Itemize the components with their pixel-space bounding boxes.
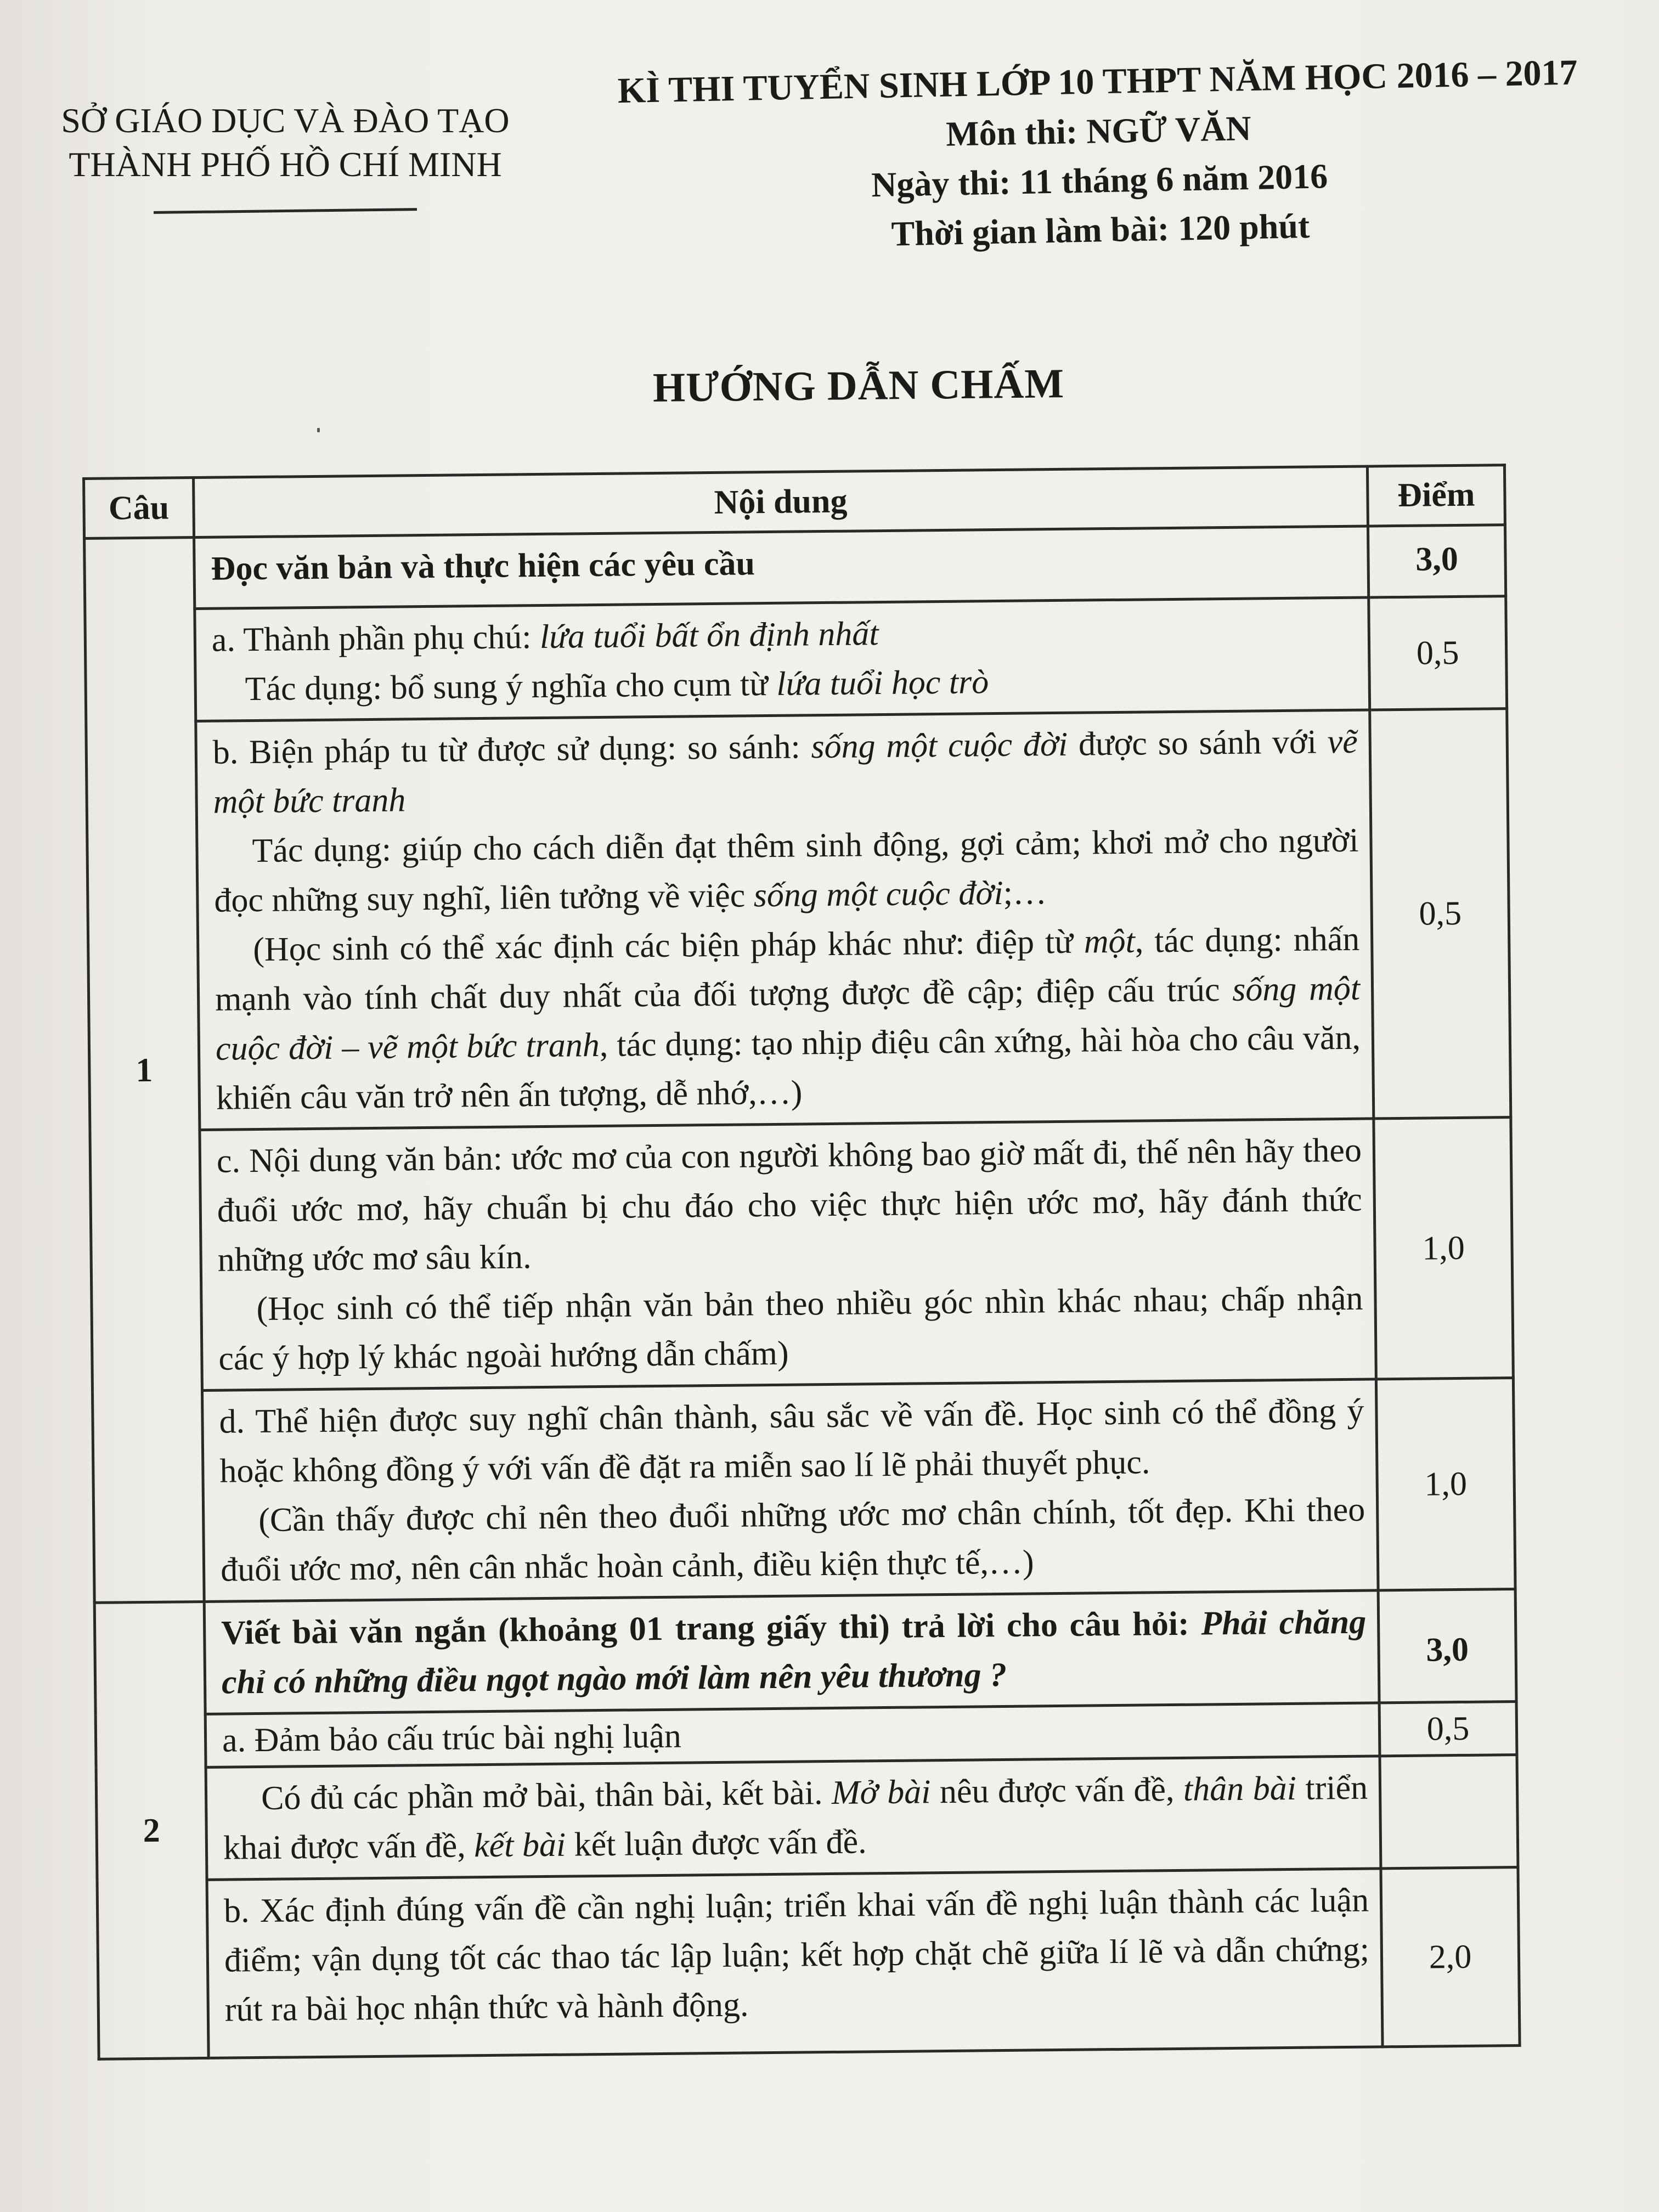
q1a-effect: Tác dụng: bổ sung ý nghĩa cho cụm từ (245, 665, 777, 708)
question-number-2: 2 (94, 1601, 208, 2059)
exam-info (592, 48, 1606, 264)
authority-underline (154, 208, 417, 214)
q1a-effect-italic: lứa tuổi học trò (776, 663, 989, 703)
q2a-detail-text: triển khai được vấn đề, (223, 1769, 1368, 1867)
q1a-content (195, 597, 1370, 721)
table-row (97, 1867, 1520, 2059)
exam-duration: Thời gian làm bài: 120 phút (890, 206, 1310, 253)
q1b-text: b. Biện pháp tu từ được sử dụng: so sánh: (212, 728, 811, 771)
q2-heading-score: 3,0 (1378, 1589, 1516, 1703)
q2b-score: 2,0 (1381, 1867, 1520, 2046)
q1b-content (196, 710, 1374, 1130)
table-row (90, 1118, 1513, 1392)
exam-date: Ngày thi: 11 tháng 6 năm 2016 (871, 156, 1328, 205)
column-header-score: Điểm (1367, 465, 1505, 526)
q1d-note: (Cần thấy được chỉ nên theo đuổi những ước mơ chân chính, tốt đẹp. Khi theo đuổi ước mơ, nên cân nhắc hoàn cảnh, điều kiện thực tế,…) (220, 1491, 1365, 1589)
paper-speck (317, 428, 320, 432)
q1b-text: được so sánh với (1067, 723, 1328, 763)
exam-title: KÌ THI TUYỂN SINH LỚP 10 THPT NĂM HỌC 2016 – 2017 (617, 52, 1578, 111)
table-row (92, 1378, 1515, 1603)
table-row (94, 1589, 1516, 1716)
table-row (96, 1755, 1518, 1881)
q1c-text: c. Nội dung văn bản: ước mơ của con người không bao giờ mất đi, thế nên hãy theo đuổi ước mơ, hãy chuẩn bị chu đáo cho việc thực hiện ước mơ, hãy đánh thức những ước mơ sâu kín. (216, 1131, 1363, 1279)
q2a-detail-text: nêu được vấn đề, (930, 1770, 1184, 1811)
q1b-italic: một (1084, 922, 1136, 961)
q1b-score: 0,5 (1370, 709, 1511, 1119)
q1d-text: d. Thể hiện được suy nghĩ chân thành, sâu sắc về vấn đề. Học sinh có thể đồng ý hoặc không đồng ý với vấn đề đặt ra miễn sao lí lẽ phải thuyết phục. (219, 1392, 1364, 1490)
q1-heading-score: 3,0 (1368, 525, 1505, 597)
q1b-italic: vẽ một bức tranh (213, 723, 1358, 821)
q2a-detail-score (1380, 1755, 1518, 1869)
q1b-text: ;… (1003, 874, 1047, 912)
q2-heading (204, 1590, 1379, 1714)
q1c-content (200, 1119, 1376, 1391)
authority-line-2: THÀNH PHỐ HỒ CHÍ MINH (69, 145, 502, 184)
q2a-score: 0,5 (1379, 1702, 1517, 1756)
q2a-detail-text: Có đủ các phần mở bài, thân bài, kết bài. (261, 1774, 832, 1817)
page-title: HƯỚNG DẪN CHẤM (652, 360, 1065, 411)
q1b-note: , tác dụng: nhấn mạnh vào tính chất duy nhất của đối tượng được đề cập; điệp cấu trúc (215, 920, 1360, 1018)
q1a-score: 0,5 (1369, 596, 1507, 710)
q1-heading: Đọc văn bản và thực hiện các yêu cầu (194, 526, 1369, 609)
exam-subject: Môn thi: NGỮ VĂN (945, 108, 1252, 154)
q1b-effect: Tác dụng: giúp cho cách diễn đạt thêm sinh động, gợi cảm; khơi mở cho người đọc những suy nghĩ, liên tưởng về việc (214, 821, 1359, 919)
q1a-italic: lứa tuổi bất ổn định nhất (539, 615, 879, 656)
column-header-content: Nội dung (194, 466, 1368, 538)
table-row (84, 525, 1506, 610)
table-row (86, 709, 1511, 1131)
q2a-detail-italic: kết bài (473, 1826, 566, 1865)
authority-line-1: SỞ GIÁO DỤC VÀ ĐÀO TẠO (61, 101, 510, 140)
q1b-note: , tác dụng: tạo nhịp điệu cân xứng, hài hòa cho câu văn, khiến câu văn trở nên ấn tượng, dễ nhớ,…) (216, 1019, 1361, 1117)
q1b-note: (Học sinh có thể xác định các biện pháp khác như: điệp từ (252, 923, 1085, 969)
q1a-text: a. Thành phần phụ chú: (211, 618, 540, 659)
q2-heading-question: Phải chăng chỉ có những điều ngọt ngào mới làm nên yêu thương ? (221, 1603, 1367, 1701)
q1d-content (202, 1379, 1378, 1602)
q2b-content: b. Xác định đúng vấn đề cần nghị luận; triển khai vấn đề nghị luận thành các luận điểm; vận dụng tốt các thao tác lập luận; kết hợp chặt chẽ giữa lí lẽ và dẫn chứng; rút ra bài học nhận thức và hành động. (207, 1869, 1383, 2058)
q2a-detail-italic: thân bài (1183, 1769, 1297, 1808)
q1c-note: (Học sinh có thể tiếp nhận văn bản theo nhiều góc nhìn khác nhau; chấp nhận các ý hợp lý khác ngoài hướng dẫn chấm) (218, 1279, 1363, 1378)
q1b-italic: sống một cuộc đời (753, 874, 1004, 915)
q2a-detail (206, 1756, 1381, 1880)
issuing-authority (49, 99, 521, 212)
q2a-detail-italic: Mở bài (831, 1773, 931, 1812)
q1c-score: 1,0 (1374, 1118, 1514, 1379)
q1b-italic: sống một cuộc đời – vẽ một bức tranh (215, 969, 1361, 1068)
q2a-label: a. Đảm bảo cấu trúc bài nghị luận (205, 1703, 1380, 1768)
q1d-score: 1,0 (1376, 1378, 1515, 1590)
q2a-detail-text: kết luận được vấn đề. (565, 1823, 867, 1864)
question-number-1: 1 (84, 538, 205, 1603)
q1b-italic: sống một cuộc đời (811, 725, 1068, 766)
table-row (85, 596, 1507, 723)
q2-heading-text: Viết bài văn ngắn (khoảng 01 trang giấy thi) trả lời cho câu hỏi: (221, 1605, 1201, 1652)
column-header-question: Câu (84, 478, 194, 539)
grading-table (82, 464, 1521, 2061)
